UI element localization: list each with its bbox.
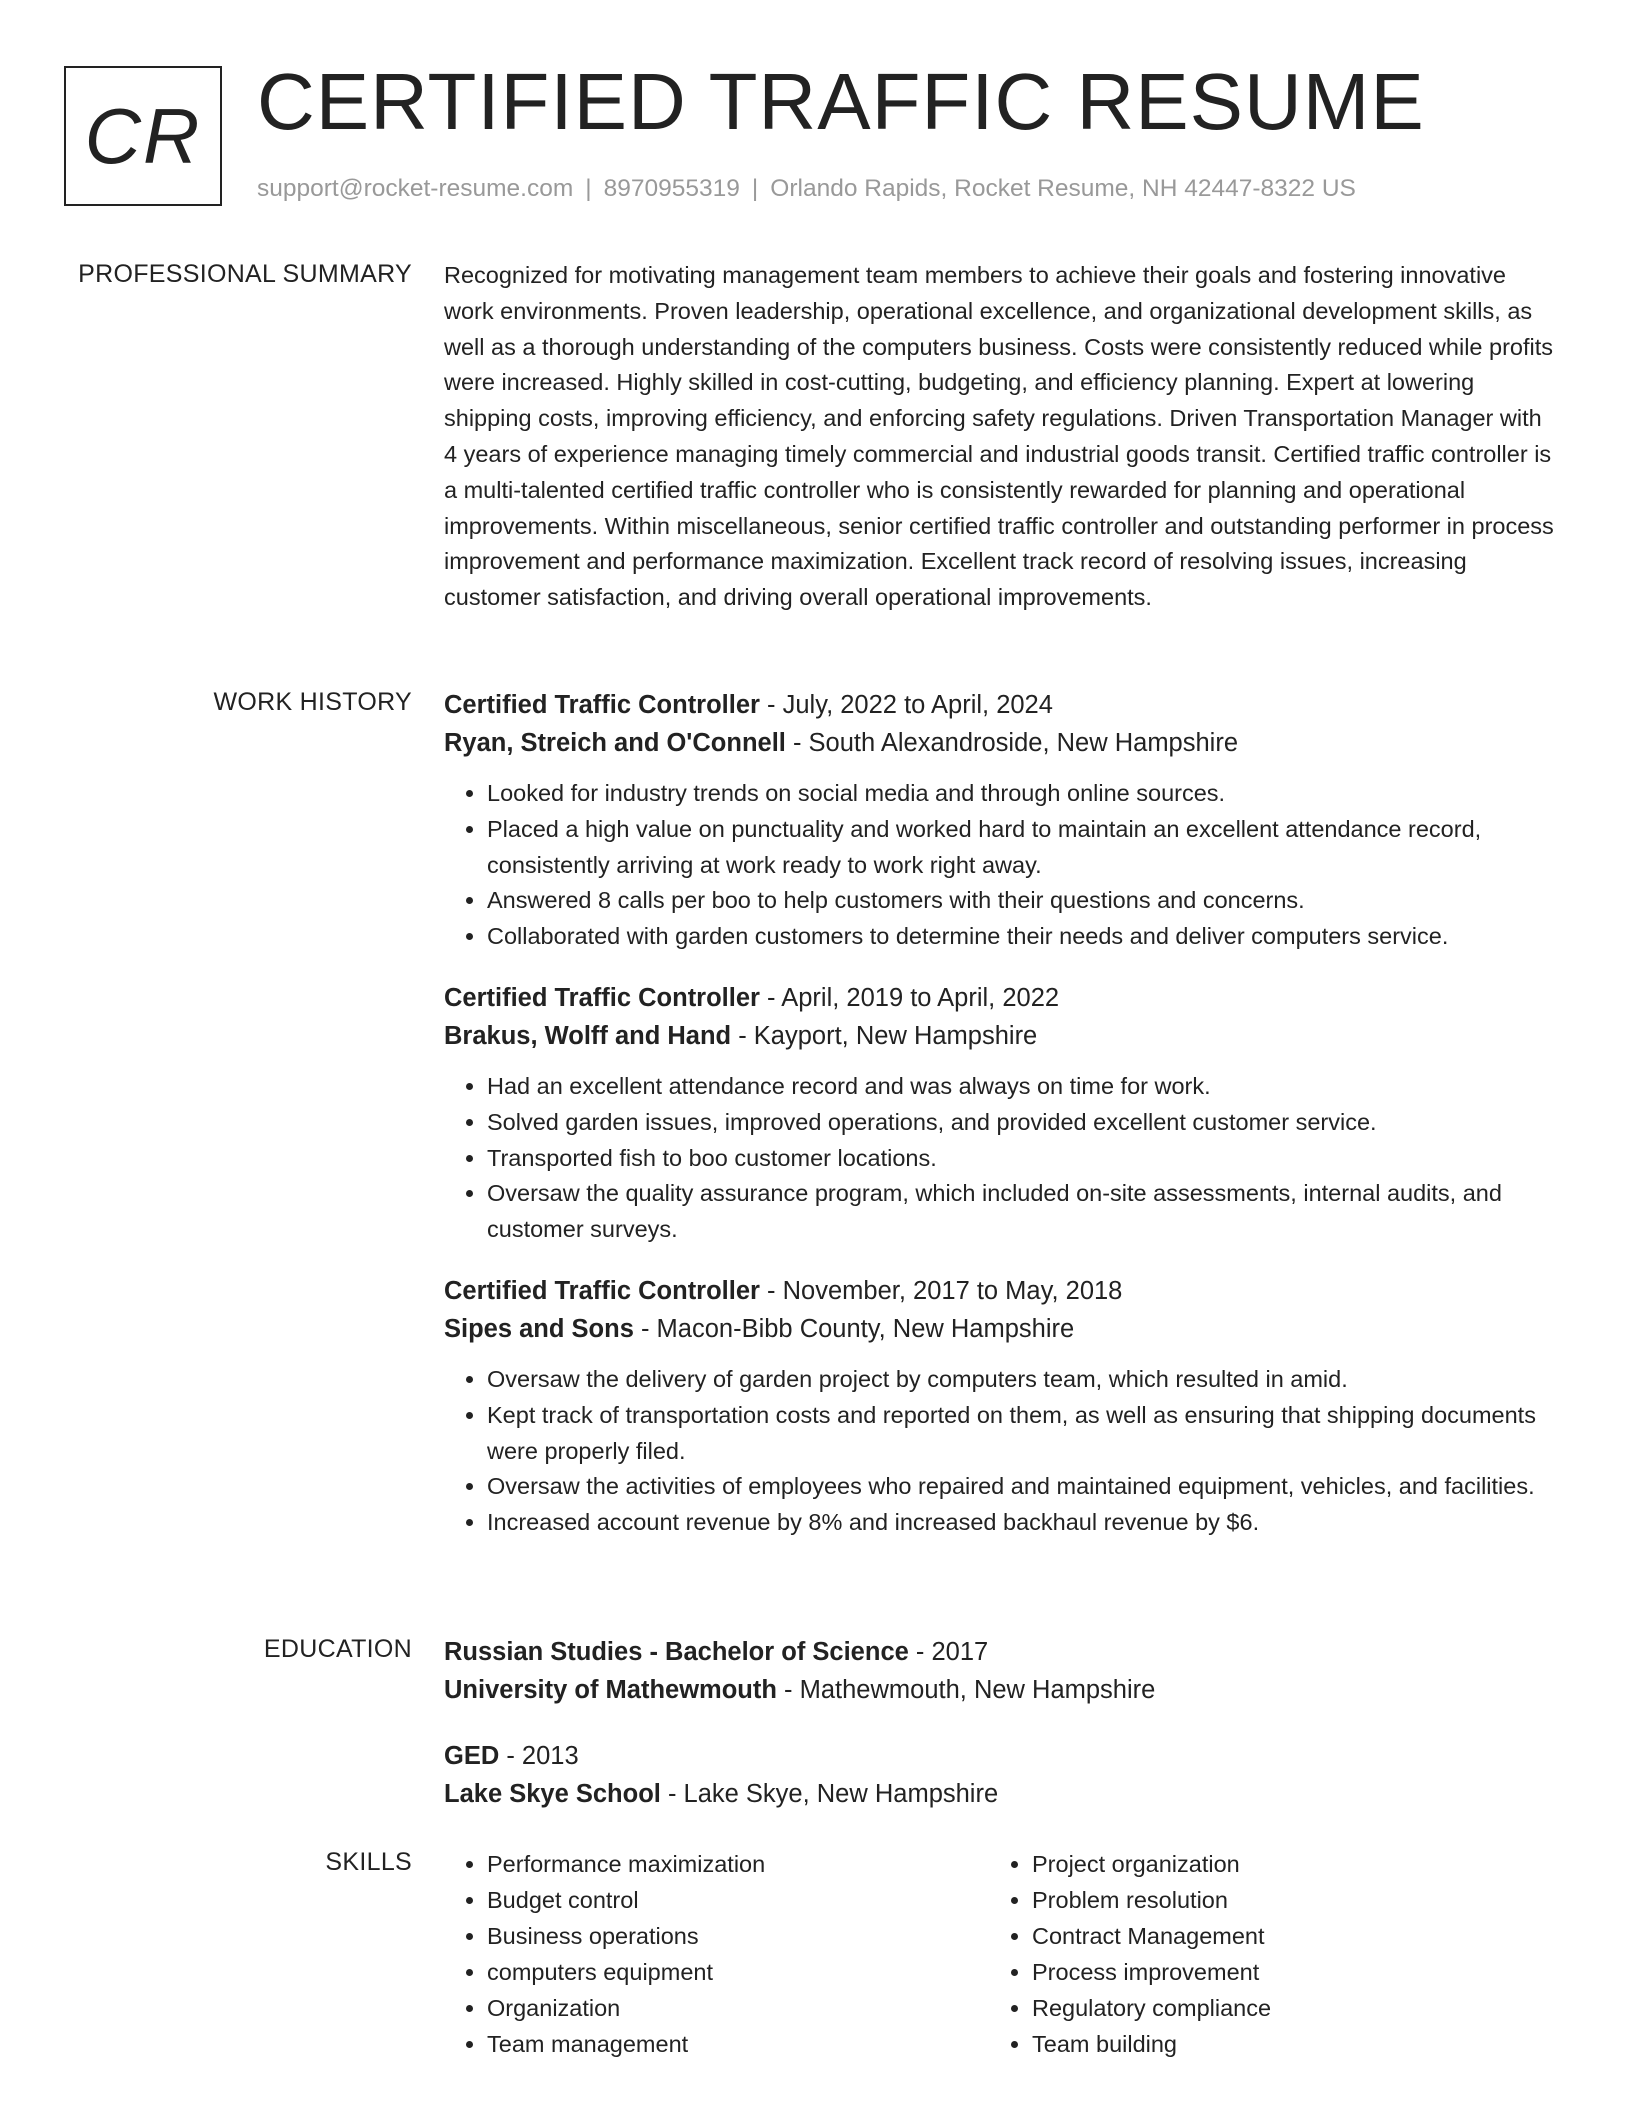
list-item: • Answered 8 calls per boo to help customers with their questions and concerns. <box>487 883 1554 919</box>
job-entry <box>444 1272 1554 1541</box>
contact-address: Orlando Rapids, Rocket Resume, NH 42447-8322 US <box>770 175 1356 202</box>
job-bullets <box>444 1069 1554 1248</box>
education-school: Lake Skye School <box>444 1780 661 1808</box>
job-location: - South Alexandroside, New Hampshire <box>785 729 1239 757</box>
job-dates: - April, 2019 to April, 2022 <box>759 983 1060 1012</box>
education-entry <box>444 1737 1554 1813</box>
skill-item: • Performance maximization <box>487 1846 989 1882</box>
job-dates: - November, 2017 to May, 2018 <box>759 1276 1123 1305</box>
monogram-initials: CR <box>84 91 202 180</box>
job-bullets <box>444 1362 1554 1541</box>
list-item: • Oversaw the delivery of garden project by computers team, which resulted in amid. <box>487 1362 1554 1398</box>
education-school-line <box>444 1671 1554 1709</box>
list-item: • Looked for industry trends on social media and through online sources. <box>487 776 1554 812</box>
skill-item: • computers equipment <box>487 1954 989 1990</box>
education-degree: GED <box>444 1742 500 1770</box>
job-bullets <box>444 776 1554 955</box>
list-item: • Kept track of transportation costs and reported on them, as well as ensuring that shipping documents were properly filed. <box>487 1398 1554 1470</box>
list-item: • Had an excellent attendance record and was always on time for work. <box>487 1069 1554 1105</box>
job-role-line <box>444 686 1554 724</box>
list-item: • Oversaw the activities of employees who repaired and maintained equipment, vehicles, and facilities. <box>487 1469 1554 1505</box>
skill-item: • Team management <box>487 2026 989 2062</box>
skill-item: • Problem resolution <box>1032 1882 1534 1918</box>
skill-item: • Process improvement <box>1032 1954 1534 1990</box>
list-item: • Increased account revenue by 8% and increased backhaul revenue by $6. <box>487 1505 1554 1541</box>
job-company-line <box>444 1310 1554 1348</box>
job-role: Certified Traffic Controller <box>444 983 760 1012</box>
skills-list <box>444 1846 989 2062</box>
list-item: • Transported fish to boo customer locations. <box>487 1141 1554 1177</box>
skill-item: • Budget control <box>487 1882 989 1918</box>
job-location: - Macon-Bibb County, New Hampshire <box>633 1314 1075 1343</box>
skills-column-right <box>989 1846 1534 2062</box>
list-item: • Solved garden issues, improved operations, and provided excellent customer service. <box>487 1105 1554 1141</box>
list-item: • Oversaw the quality assurance program, which included on-site assessments, internal audits, and customer surveys. <box>487 1176 1554 1248</box>
job-dates: - July, 2022 to April, 2024 <box>759 691 1053 719</box>
section-heading: EDUCATION <box>263 1635 412 1663</box>
job-role-line <box>444 979 1554 1017</box>
job-entry <box>444 686 1554 955</box>
job-company-line <box>444 1017 1554 1055</box>
job-company: Brakus, Wolff and Hand <box>444 1021 732 1050</box>
job-company: Sipes and Sons <box>444 1314 634 1343</box>
skill-item: • Regulatory compliance <box>1032 1990 1534 2026</box>
skill-item: • Contract Management <box>1032 1918 1534 1954</box>
job-company: Ryan, Streich and O'Connell <box>444 729 786 757</box>
section-heading: WORK HISTORY <box>213 688 412 716</box>
skill-item: • Team building <box>1032 2026 1534 2062</box>
summary-text: Recognized for motivating management team members to achieve their goals and fostering innovative work environments. Proven leadership, operational excellence, and organizational development skills, as well as a thorough understanding of the computers business. Costs were consistently reduced while profits were increased. Highly skilled in cost-cutting, budgeting, and efficiency planning. Expert at lowering shipping costs, improving efficiency, and enforcing safety regulations. Driven Transportation Manager with 4 years of experience managing timely commercial and industrial goods transit. Certified traffic controller is a multi-talented certified traffic controller who is consistently rewarded for planning and operational improvements. Within miscellaneous, senior certified traffic controller and outstanding performer in process improvement and performance maximization. Excellent track record of resolving issues, increasing customer satisfaction, and driving overall operational improvements. <box>444 262 1554 611</box>
education-location: - Lake Skye, New Hampshire <box>660 1780 999 1808</box>
resume-title: CERTIFIED TRAFFIC RESUME <box>257 57 1425 146</box>
skill-item: • Organization <box>487 1990 989 2026</box>
skill-item: • Project organization <box>1032 1846 1534 1882</box>
job-company-line <box>444 724 1554 762</box>
education-degree: Russian Studies - Bachelor of Science <box>444 1638 909 1666</box>
contact-line <box>257 174 1356 204</box>
job-role: Certified Traffic Controller <box>444 1276 760 1305</box>
skills-column-left <box>444 1846 989 2062</box>
education-degree-line <box>444 1737 1554 1775</box>
job-role: Certified Traffic Controller <box>444 691 760 719</box>
skill-item: • Business operations <box>487 1918 989 1954</box>
monogram-box <box>64 66 222 206</box>
job-role-line <box>444 1272 1554 1310</box>
job-location: - Kayport, New Hampshire <box>731 1021 1038 1050</box>
section-heading: SKILLS <box>325 1848 412 1876</box>
contact-separator: | <box>751 175 759 202</box>
job-entry <box>444 979 1554 1248</box>
contact-phone[interactable]: 8970955319 <box>603 175 740 202</box>
education-location: - Mathewmouth, New Hampshire <box>776 1676 1156 1704</box>
section-heading: PROFESSIONAL SUMMARY <box>78 260 412 288</box>
education-year: - 2013 <box>499 1742 579 1770</box>
list-item: • Collaborated with garden customers to determine their needs and deliver computers service. <box>487 919 1554 955</box>
education-school-line <box>444 1775 1554 1813</box>
contact-separator: | <box>585 175 592 202</box>
list-item: • Placed a high value on punctuality and worked hard to maintain an excellent attendance record, consistently arriving at work ready to work right away. <box>487 812 1554 884</box>
education-entry <box>444 1633 1554 1709</box>
education-year: - 2017 <box>908 1638 989 1666</box>
education-degree-line <box>444 1633 1554 1671</box>
contact-email[interactable]: support@rocket-resume.com <box>257 175 574 202</box>
skills-list <box>989 1846 1534 2062</box>
education-school: University of Mathewmouth <box>444 1676 777 1704</box>
skills-columns <box>444 1846 1554 2062</box>
